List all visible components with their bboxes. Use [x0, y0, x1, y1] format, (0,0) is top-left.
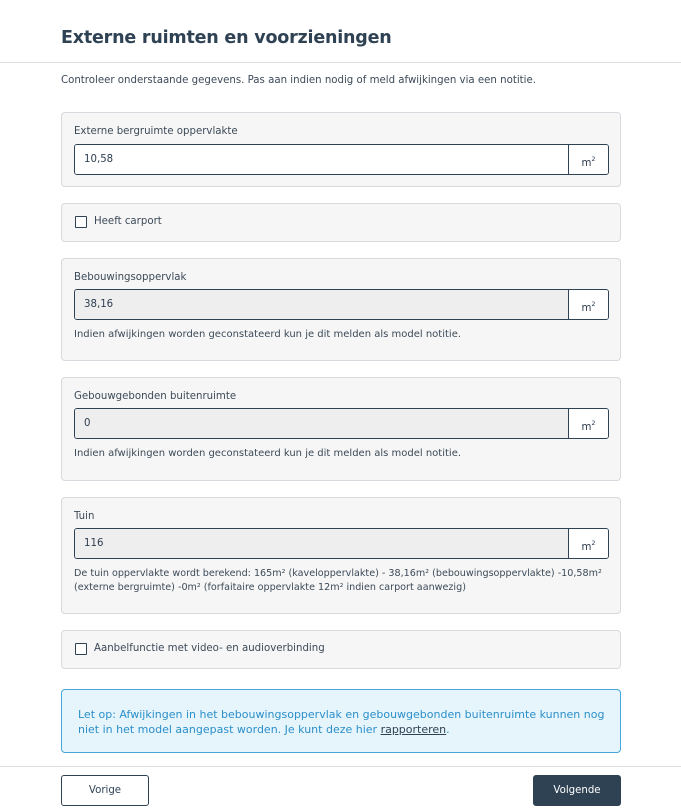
garden-input[interactable]: 116: [75, 529, 568, 558]
building-area-card: [61, 258, 621, 361]
outdoor-space-input[interactable]: 0: [75, 409, 568, 438]
page-title: Externe ruimten en voorzieningen: [61, 28, 392, 48]
carport-label[interactable]: Heeft carport: [94, 216, 162, 227]
garden-hint: De tuin oppervlakte wordt berekend: 165m² (kaveloppervlakte) - 38,16m² (bebouwingsoppervlakte) -10,58m² (externe bergruimte) -0m² (forfaitaire oppervlakte 12m² indien carport aanwezig): [74, 568, 602, 593]
garden-input-group: [74, 528, 609, 559]
outdoor-space-hint: Indien afwijkingen worden geconstateerd kun je dit melden als model notitie.: [74, 448, 462, 459]
building-area-hint: Indien afwijkingen worden geconstateerd kun je dit melden als model notitie.: [74, 329, 462, 340]
next-button[interactable]: Volgende: [533, 775, 621, 806]
building-area-label: Bebouwingsoppervlak: [74, 272, 187, 283]
outdoor-space-label: Gebouwgebonden buitenruimte: [74, 391, 237, 402]
storage-input[interactable]: 10,58: [75, 145, 568, 174]
doorbell-label[interactable]: Aanbelfunctie met video- en audioverbinding: [94, 643, 325, 654]
carport-card: [61, 203, 621, 242]
intro-text: Controleer onderstaande gegevens. Pas aan indien nodig of meld afwijkingen via een notitie.: [61, 75, 536, 86]
doorbell-card: [61, 630, 621, 669]
building-area-input-group: [74, 289, 609, 320]
storage-label: Externe bergruimte oppervlakte: [74, 126, 238, 137]
garden-card: [61, 497, 621, 614]
garden-label: Tuin: [74, 511, 95, 522]
previous-button[interactable]: Vorige: [61, 775, 149, 806]
outdoor-space-input-group: [74, 408, 609, 439]
info-alert: [61, 689, 621, 753]
storage-input-group: [74, 144, 609, 175]
storage-card: [61, 112, 621, 187]
outdoor-space-unit: $m^2$: [568, 409, 608, 438]
building-area-input[interactable]: 38,16: [75, 290, 568, 319]
carport-checkbox[interactable]: [75, 216, 87, 228]
footer-divider: [0, 766, 681, 767]
doorbell-checkbox[interactable]: [75, 643, 87, 655]
info-text: Let op: Afwijkingen in het bebouwingsoppervlak en gebouwgebonden buitenruimte kunnen nog niet in het model aangepast worden. Je kunt deze hier: [78, 708, 605, 736]
outdoor-space-card: [61, 377, 621, 481]
report-link[interactable]: rapporteren: [380, 723, 447, 736]
building-area-unit: $m^2$: [568, 290, 608, 319]
info-suffix: .: [446, 723, 450, 736]
storage-unit: $m^2$: [568, 145, 608, 174]
page-header: [0, 0, 681, 63]
garden-unit: $m^2$: [568, 529, 608, 558]
